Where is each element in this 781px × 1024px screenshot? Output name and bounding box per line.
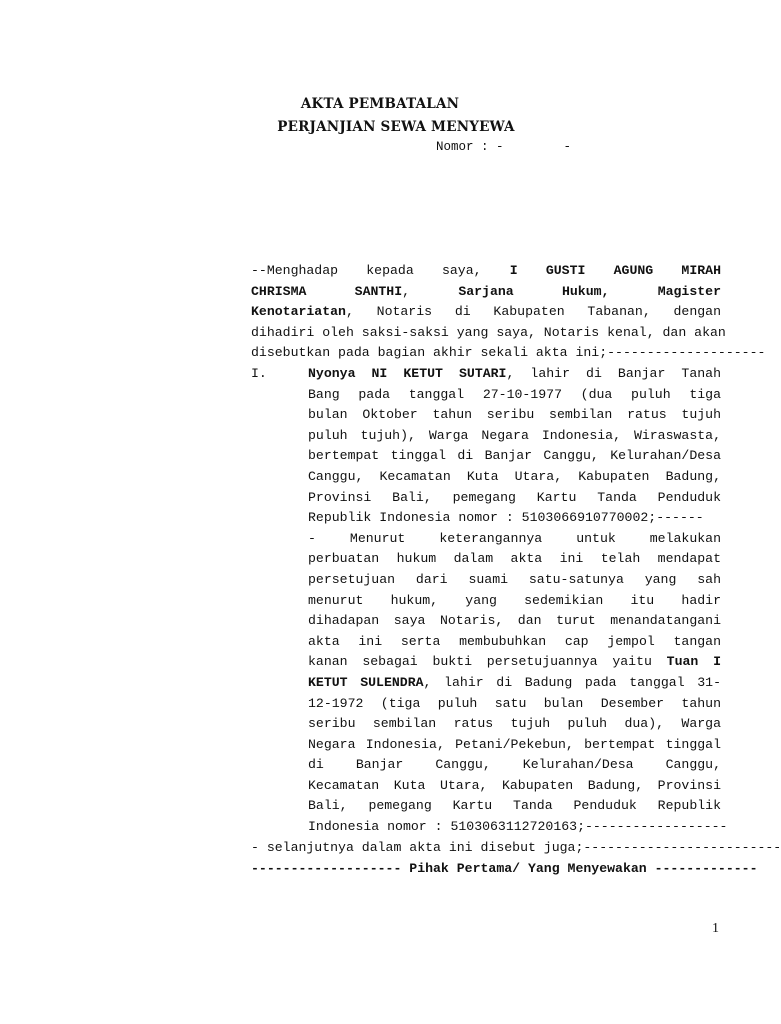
opening-line-3: Kenotariatan, Notaris di Kabupaten Tabanan, dengan (251, 304, 721, 320)
party-marker: I. (251, 366, 267, 381)
party-line: Indonesia nomor : 5103063112720163;------------------ (308, 819, 728, 835)
party-line: persetujuan dari suami satu-satunya yang sah (308, 571, 721, 587)
party-line: bulan Oktober tahun seribu sembilan ratus tujuh (308, 407, 721, 423)
party-line: puluh tujuh), Warga Negara Indonesia, Wiraswasta, (308, 427, 721, 443)
opening-line-2: CHRISMA SANTHI, Sarjana Hukum, Magister (251, 283, 721, 299)
party-line: Nyonya NI KETUT SUTARI, lahir di Banjar Tanah (308, 366, 721, 381)
closing-paragraph (251, 838, 781, 879)
opening-line-1: --Menghadap kepada saya, I GUSTI AGUNG MIRAH (251, 263, 721, 278)
party-line: akta ini serta membubuhkan cap jempol tangan (308, 633, 721, 649)
party-line: - Menurut keterangannya untuk melakukan (308, 530, 721, 546)
opening-paragraph (251, 261, 766, 364)
party-line: Canggu, Kecamatan Kuta Utara, Kabupaten Badung, (308, 468, 721, 484)
document-number: Nomor : - - (436, 140, 572, 154)
party-line: Republik Indonesia nomor : 5103066910770002;------ (308, 510, 704, 526)
party-line: Bang pada tanggal 27-10-1977 (dua puluh tiga (308, 386, 721, 402)
party-line: bertempat tinggal di Banjar Canggu, Kelurahan/Desa (308, 448, 721, 464)
party-line: Kecamatan Kuta Utara, Kabupaten Badung, Provinsi (308, 777, 721, 793)
party-name: Nyonya NI KETUT SUTARI (308, 366, 507, 381)
closing-line-1: - selanjutnya dalam akta ini disebut juga;------------------------- (251, 840, 781, 855)
document-title: AKTA PEMBATALAN (300, 96, 460, 112)
party-line: dihadapan saya Notaris, dan turut menandatangani (308, 613, 721, 629)
party-line: di Banjar Canggu, Kelurahan/Desa Canggu, (308, 757, 721, 773)
party-line: menurut hukum, yang sedemikian itu hadir (308, 592, 721, 608)
party-role-line: ------------------- Pihak Pertama/ Yang Menyewakan ------------- (251, 860, 758, 876)
opening-line-5: disebutkan pada bagian akhir sekali akta ini;-------------------- (251, 345, 766, 361)
party-line: kanan sebagai bukti persetujuannya yaitu Tuan I (308, 654, 721, 670)
party-line: seribu sembilan ratus tujuh puluh dua), Warga (308, 716, 721, 732)
party-line: 12-1972 (tiga puluh satu bulan Desember tahun (308, 695, 721, 711)
party-paragraph (308, 364, 728, 838)
party-line: perbuatan hukum dalam akta ini telah mendapat (308, 551, 721, 567)
party-line: KETUT SULENDRA, lahir di Badung pada tanggal 31- (308, 674, 721, 690)
spouse-name: KETUT SULENDRA (308, 674, 424, 690)
party-line: Provinsi Bali, pemegang Kartu Tanda Penduduk (308, 489, 721, 505)
party-line: Negara Indonesia, Petani/Pekebun, bertempat tinggal (308, 736, 721, 752)
document-subtitle: PERJANJIAN SEWA MENYEWA (277, 119, 515, 135)
notary-name: I GUSTI AGUNG MIRAH (509, 263, 721, 278)
party-line: Bali, pemegang Kartu Tanda Penduduk Republik (308, 798, 721, 814)
opening-line-4: dihadiri oleh saksi-saksi yang saya, Notaris kenal, dan akan (251, 324, 726, 340)
page-number: 1 (712, 921, 719, 936)
